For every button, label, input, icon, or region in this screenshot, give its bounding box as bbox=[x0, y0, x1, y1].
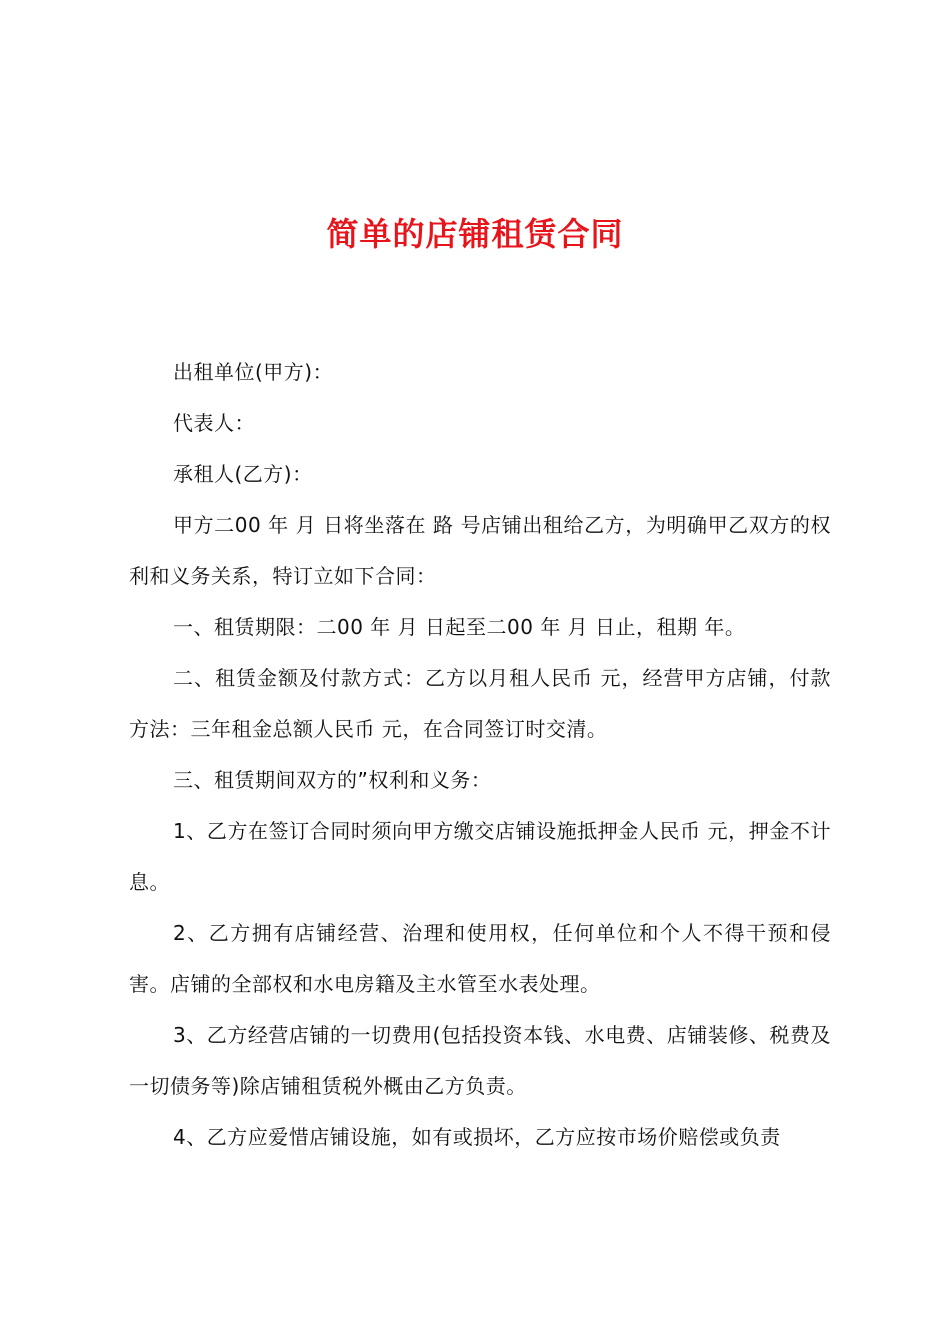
clause-payment: 二、租赁金额及付款方式：乙方以月租人民币 元，经营甲方店铺，付款方法：三年租金总额人民币 元，在合同签订时交清。 bbox=[129, 666, 831, 741]
preamble-paragraph: 甲方二00 年 月 日将坐落在 路 号店铺出租给乙方，为明确甲乙双方的权利和义务关系，特订立如下合同： bbox=[129, 513, 831, 588]
clause-term: 一、租赁期限：二00 年 月 日起至二00 年 月 日止，租期 年。 bbox=[173, 615, 746, 639]
clause-rights-heading: 三、租赁期间双方的”权利和义务： bbox=[173, 768, 492, 792]
clause-item-3: 3、乙方经营店铺的一切费用(包括投资本钱、水电费、店铺装修、税费及一切债务等)除店铺租赁税外概由乙方负责。 bbox=[129, 1023, 831, 1098]
document-title: 简单的店铺租赁合同 bbox=[326, 215, 624, 253]
clause-item-2: 2、乙方拥有店铺经营、治理和使用权，任何单位和个人不得干预和侵害。店铺的全部权和水电房籍及主水管至水表处理。 bbox=[129, 921, 831, 996]
party-a-line: 出租单位(甲方)： bbox=[173, 360, 334, 384]
document-body bbox=[129, 347, 831, 1163]
party-b-line: 承租人(乙方)： bbox=[173, 462, 313, 486]
clause-item-1: 1、乙方在签订合同时须向甲方缴交店铺设施抵押金人民币 元，押金不计息。 bbox=[129, 819, 831, 894]
clause-item-4: 4、乙方应爱惜店铺设施，如有或损坏，乙方应按市场价赔偿或负责 bbox=[173, 1125, 781, 1149]
representative-line: 代表人： bbox=[173, 411, 255, 435]
